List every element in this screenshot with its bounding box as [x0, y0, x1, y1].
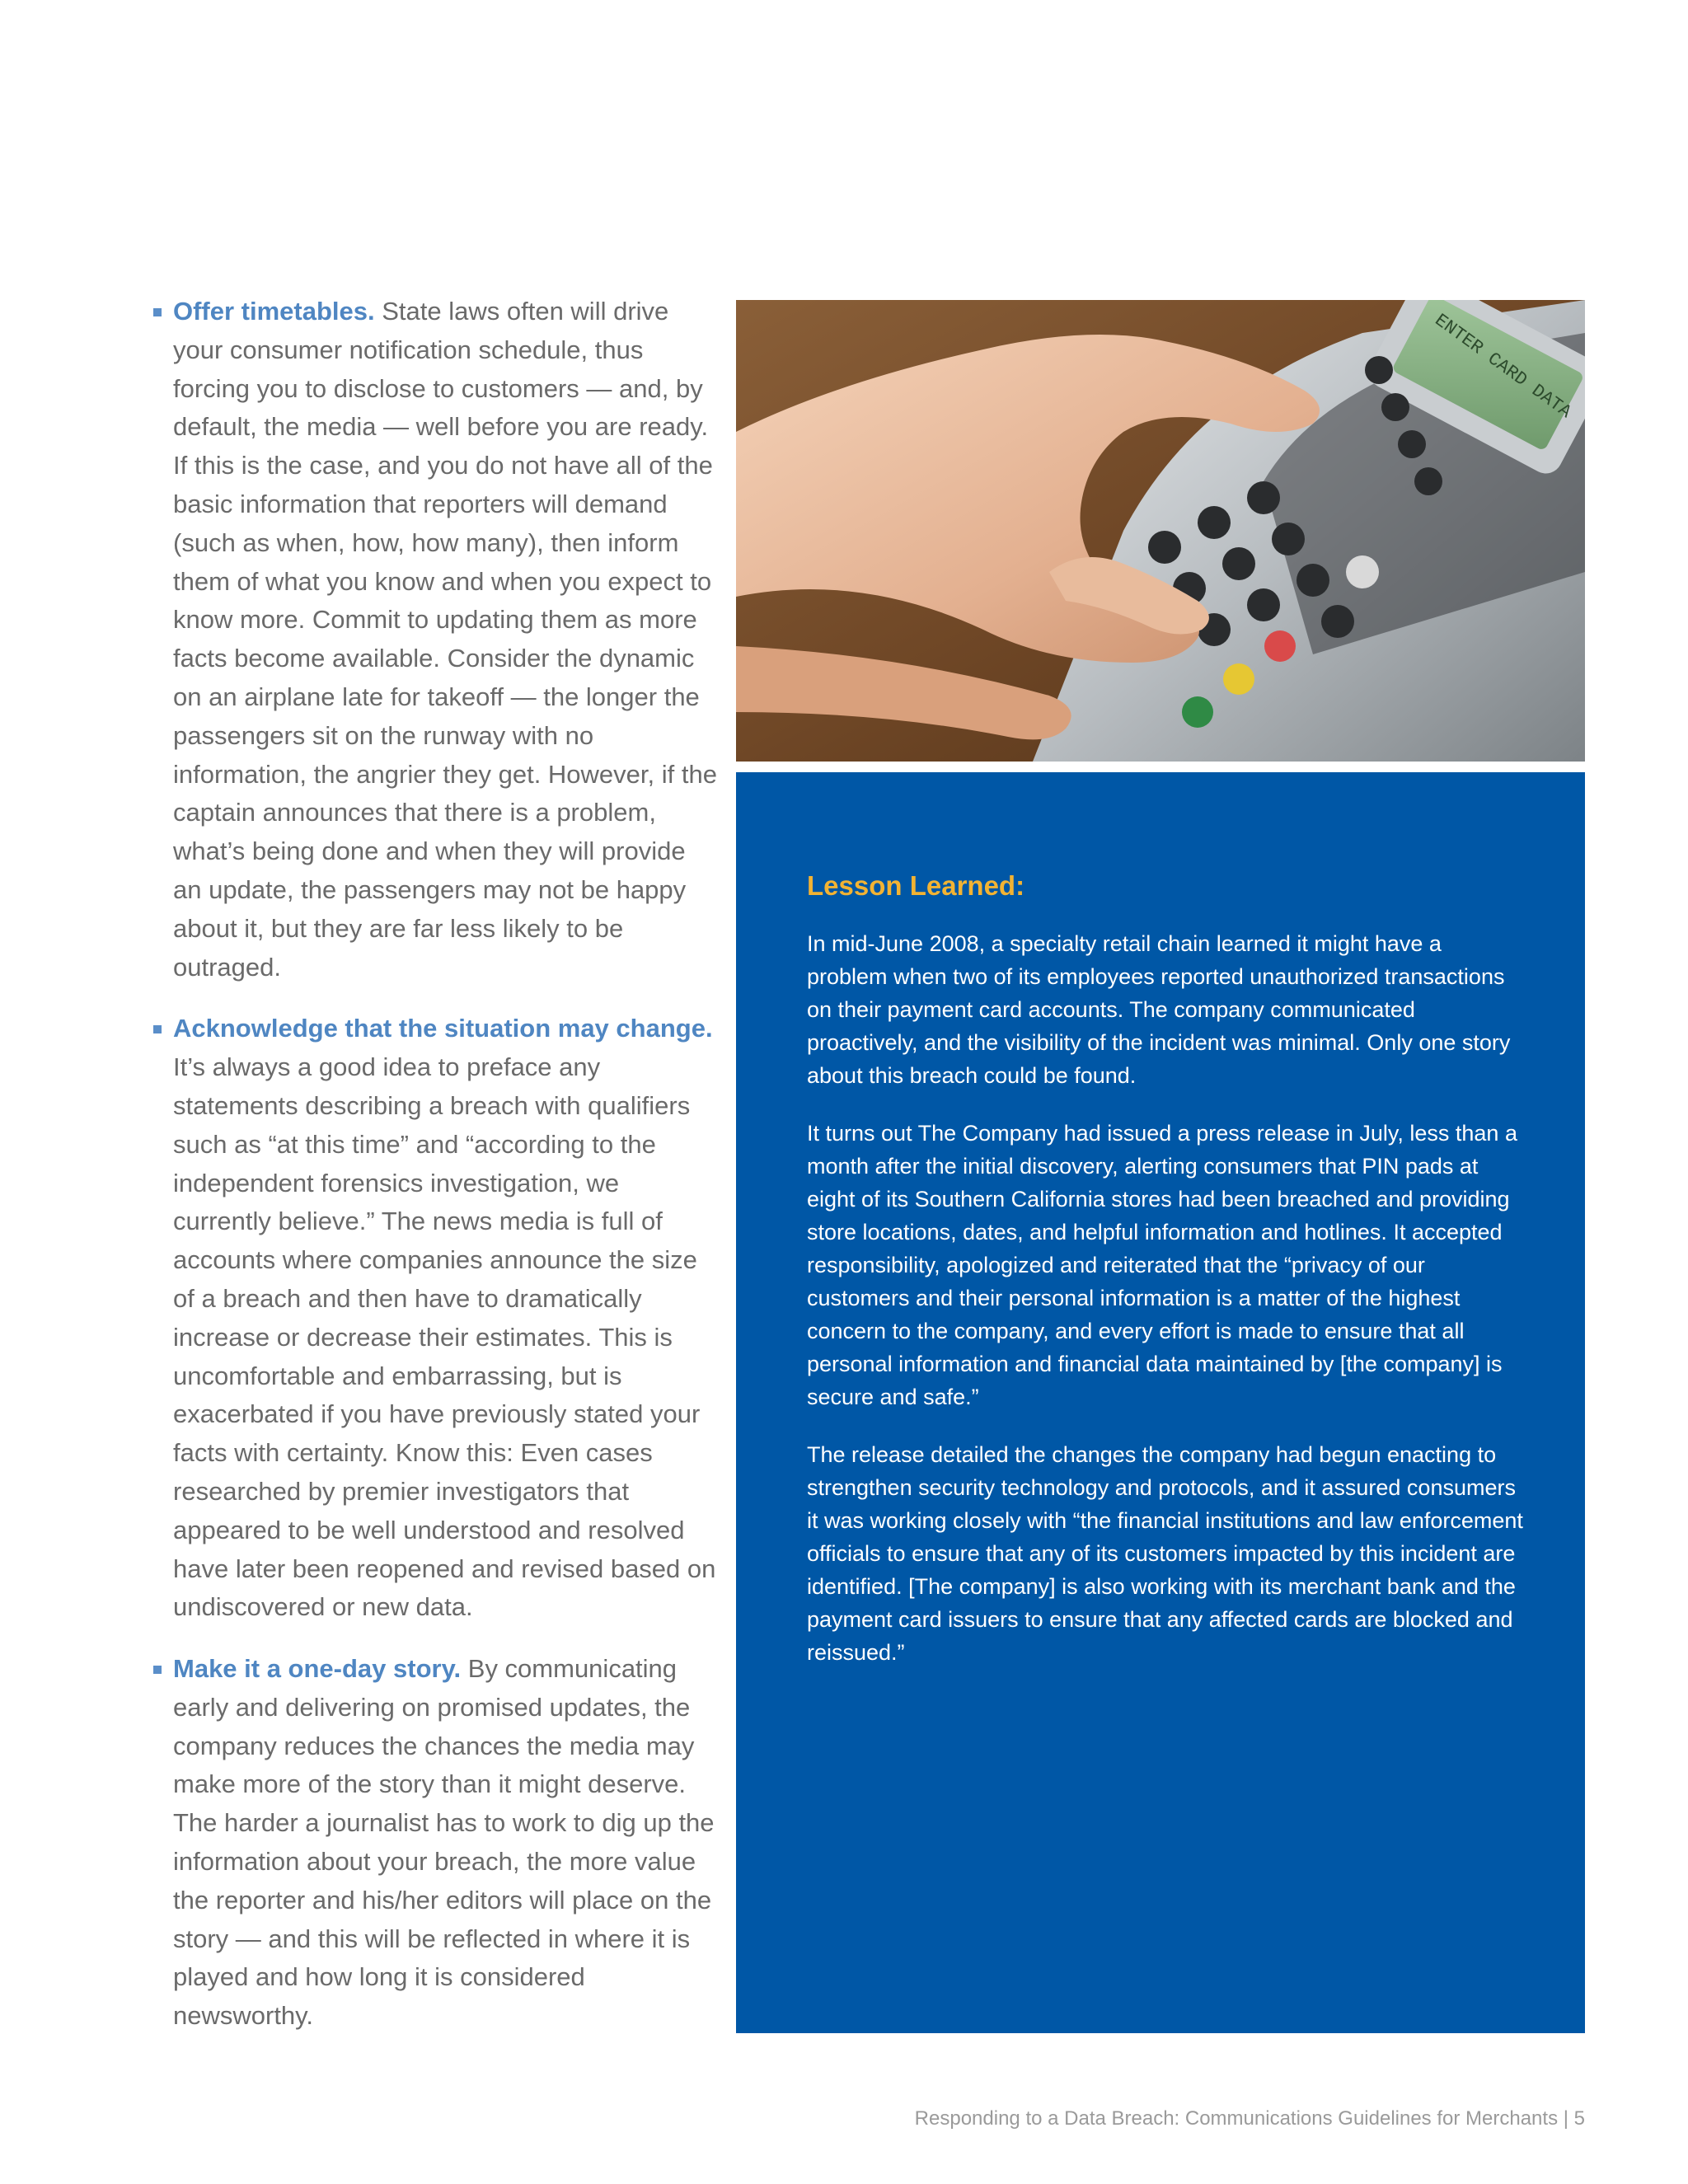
function-key — [1365, 356, 1393, 384]
bullet-body: By communicating early and delivering on promised updates, the company reduces the chances the media may make more of the story than it might deserve. The harder a journalist has to work to dig up the information about your breach, the more value the reporter and his/her editors will place on the story — and this will be reflected in where it is played and how long it is considered newsworthy. — [173, 1654, 715, 2031]
bullet-lead: Offer timetables. — [173, 297, 375, 326]
bullet-body: It’s always a good idea to preface any statements describing a breach with qualifiers such as “at this time” and “according to the independent forensics investigation, we currently believe.” The news media is full of accounts where companies announce the size of a breach and then have to dramatically increase or decrease their estimates. This is uncomfortable and embarrassing, but is exacerbated if you have previously stated your facts with certainty. Know this: Even cases researched by premier investigators that appeared to be well understood and resolved have later been reopened and revised based on undiscovered or new data. — [173, 1052, 716, 1622]
keypad-key — [1247, 481, 1280, 514]
bullet-lead: Acknowledge that the situation may change. — [173, 1014, 713, 1043]
clear-key — [1223, 663, 1254, 695]
bullet-lead: Make it a one-day story. — [173, 1654, 462, 1684]
lcd-text: ENTER CARD DATA — [1430, 310, 1575, 423]
bullet-list — [148, 293, 717, 2059]
keypad-key — [1148, 531, 1181, 564]
keypad-key — [1222, 547, 1255, 580]
pin-pad-illustration — [736, 300, 1585, 762]
pin-pad-photo — [736, 300, 1585, 762]
bullet-one-day-story — [148, 1650, 717, 2036]
bullet-body: State laws often will drive your consumer notification schedule, thus forcing you to disclose to customers — and, by default, the media — well before you are ready. If this is the case, and you do not have all of the basic information that reporters will demand (such as when, how, how many), then inform them of what you know and when you expect to know more. Commit to updating them as more facts become available. Consider the dynamic on an airplane late for takeoff — the longer the passengers sit on the runway with no information, the angrier they get. However, if the captain announces that there is a problem, what’s being done and when they will provide an update, the passengers may not be happy about it, but they are far less likely to be outraged. — [173, 297, 717, 982]
page-footer: Responding to a Data Breach: Communications Guidelines for Merchants | 5 — [914, 2107, 1585, 2130]
lesson-paragraph: In mid-June 2008, a specialty retail chain learned it might have a problem when two of its employees reported unauthorized transactions on their payment card accounts. The company communicated proactively, and the visibility of the incident was minimal. Only one story about this breach could be found. — [807, 931, 1511, 1088]
lesson-learned-box — [736, 772, 1585, 2033]
keypad-key — [1296, 564, 1329, 597]
enter-key — [1182, 696, 1213, 728]
function-key — [1398, 430, 1426, 458]
cancel-key — [1264, 630, 1296, 662]
keypad-key — [1247, 588, 1280, 621]
keypad-key — [1272, 523, 1305, 555]
lesson-paragraph: The release detailed the changes the company had begun enacting to strengthen security technology and protocols, and it assured consumers it was working closely with “the financial institutions and law enforcement officials to ensure that any of its customers impacted by this incident are identified. [The company] is also working with its merchant bank and the payment card issuers to ensure that any affected cards are blocked and reissued.” — [807, 1442, 1523, 1665]
bullet-square-icon — [153, 1025, 162, 1033]
bullet-square-icon — [153, 308, 162, 316]
bullet-offer-timetables — [148, 293, 717, 987]
keypad-key — [1321, 605, 1354, 638]
bullet-square-icon — [153, 1666, 162, 1674]
keypad-key — [1346, 555, 1379, 588]
lesson-title: Lesson Learned: — [807, 870, 1025, 901]
bullet-acknowledge-change — [148, 1010, 717, 1627]
function-key — [1414, 467, 1442, 495]
keypad-key — [1198, 506, 1231, 539]
function-key — [1381, 393, 1409, 421]
lesson-paragraph: It turns out The Company had issued a press release in July, less than a month after the initial discovery, alerting consumers that PIN pads at eight of its Southern California stores had been breached and providing store locations, dates, and helpful information and hotlines. It accepted responsibility, apologized and reiterated that the “privacy of our customers and their personal information is a matter of the highest concern to the company, and every effort is made to ensure that all personal information and financial data maintained by [the company] is secure and safe.” — [807, 1121, 1517, 1409]
